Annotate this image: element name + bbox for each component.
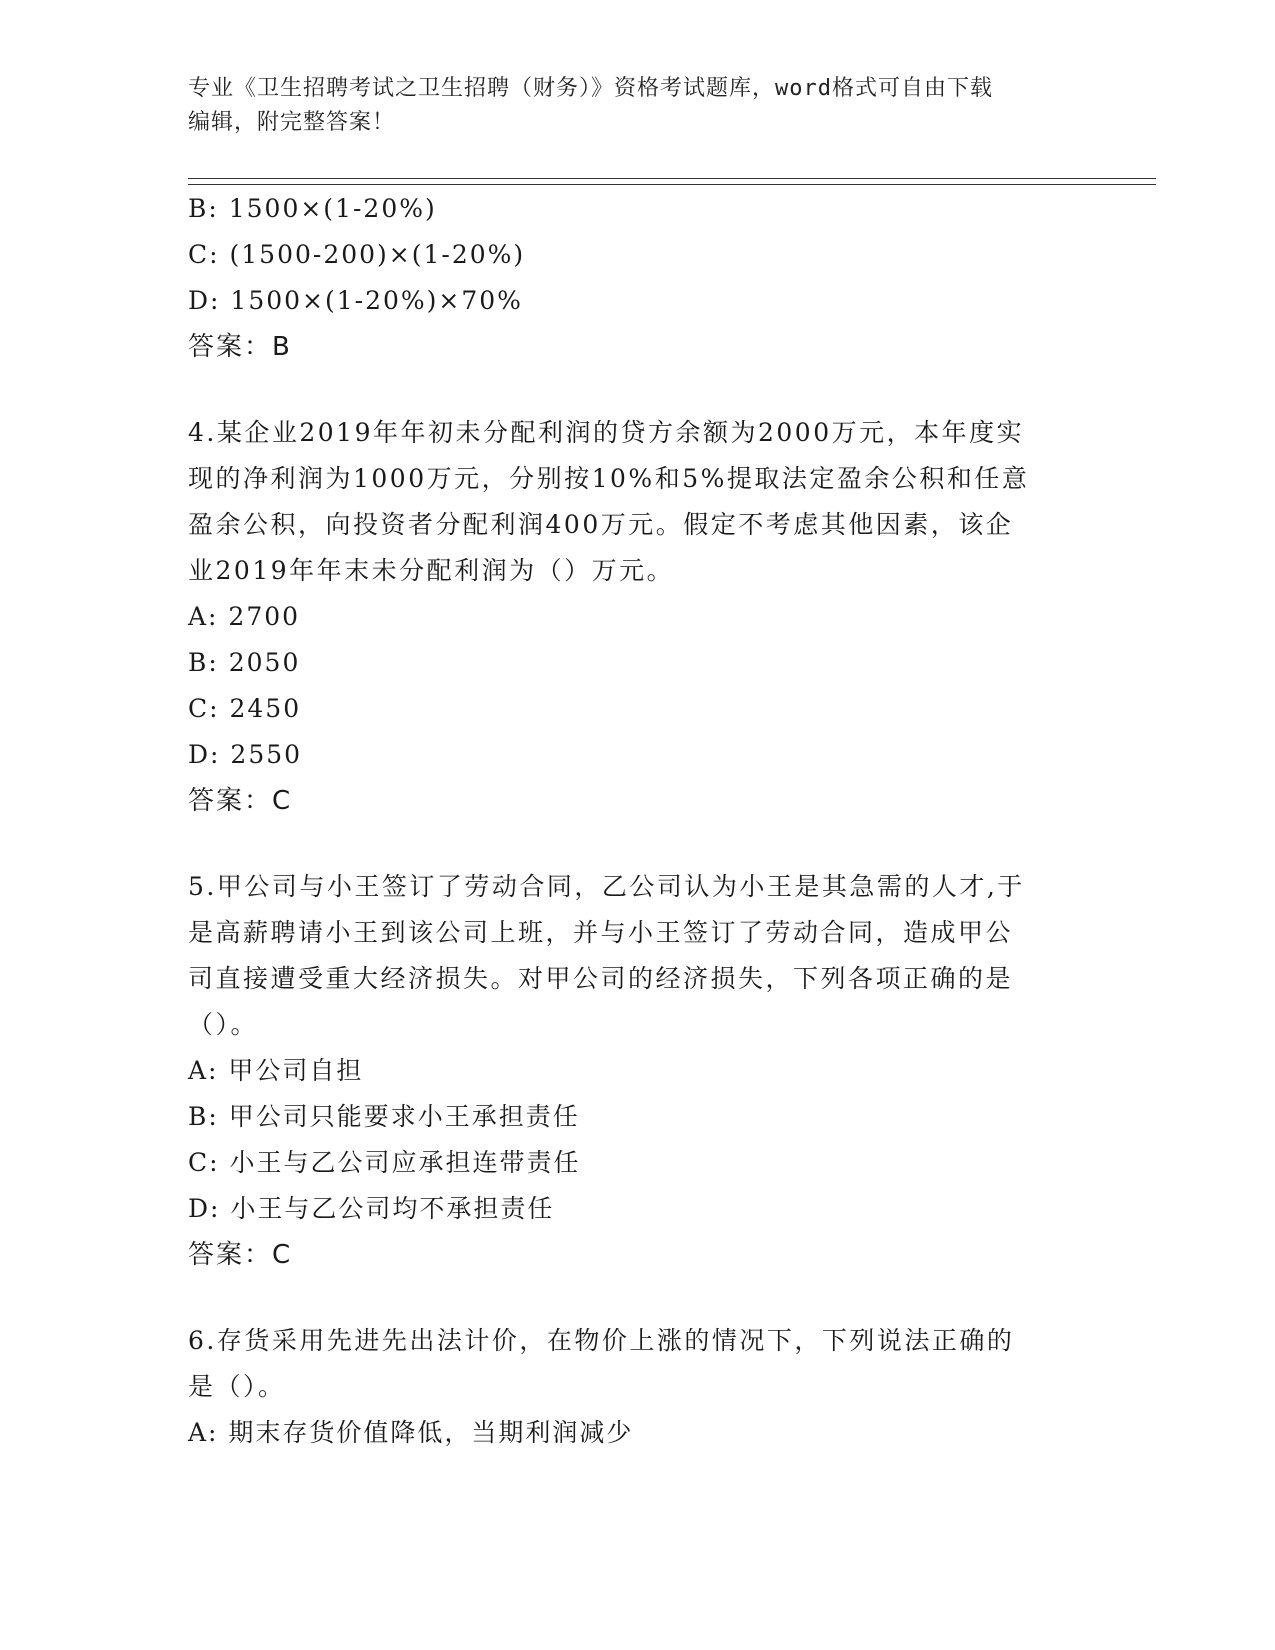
header-rule-top	[188, 178, 1156, 179]
header-rule-bottom	[188, 184, 1156, 185]
document-body	[188, 186, 1088, 1456]
stem-line: 业2019年年末未分配利润为（）万元。	[188, 556, 675, 585]
header-line-1: 专业《卫生招聘考试之卫生招聘（财务）》资格考试题库，word格式可自由下载	[188, 76, 993, 101]
stem-line: （）。	[188, 1010, 259, 1039]
option-a: A: 期末存货价值降低，当期利润减少	[188, 1418, 634, 1447]
option-b: B: 甲公司只能要求小王承担责任	[188, 1102, 580, 1131]
option-d: D: 2550	[188, 740, 303, 769]
option-b: B: 2050	[188, 648, 301, 677]
answer: 答案：B	[188, 332, 292, 362]
stem-line: 是（）。	[188, 1372, 286, 1401]
stem-line: 盈余公积，向投资者分配利润400万元。假定不考虑其他因素，该企	[188, 510, 1014, 539]
stem-line: 6.存货采用先进先出法计价，在物价上涨的情况下，下列说法正确的	[188, 1326, 1015, 1355]
answer: 答案：C	[188, 1240, 293, 1270]
question-stem	[188, 864, 1088, 1048]
option-c: C: (1500-200)×(1-20%)	[188, 240, 526, 269]
answer: 答案：C	[188, 786, 293, 816]
question-stem	[188, 1318, 1088, 1410]
question-6	[188, 1318, 1088, 1456]
stem-line: 现的净利润为1000万元，分别按10%和5%提取法定盈余公积和任意	[188, 464, 1030, 493]
option-c: C: 2450	[188, 694, 302, 723]
stem-line: 5.甲公司与小王签订了劳动合同，乙公司认为小王是其急需的人才,于	[188, 872, 1025, 901]
stem-line: 司直接遭受重大经济损失。对甲公司的经济损失，下列各项正确的是	[188, 964, 1014, 993]
option-d: D: 1500×(1-20%)×70%	[188, 286, 523, 315]
option-c: C: 小王与乙公司应承担连带责任	[188, 1148, 581, 1177]
option-a: A: 甲公司自担	[188, 1056, 364, 1085]
stem-line: 4.某企业2019年年初未分配利润的贷方余额为2000万元，本年度实	[188, 418, 1025, 447]
header-line-2: 编辑，附完整答案！	[188, 110, 396, 135]
option-d: D: 小王与乙公司均不承担责任	[188, 1194, 555, 1223]
question-5	[188, 864, 1088, 1278]
stem-line: 是高薪聘请小王到该公司上班，并与小王签订了劳动合同，造成甲公	[188, 918, 1014, 947]
question-stem	[188, 410, 1088, 594]
question-3	[188, 186, 1088, 370]
question-4	[188, 410, 1088, 824]
option-b: B: 1500×(1-20%)	[188, 194, 437, 223]
option-a: A: 2700	[188, 602, 301, 631]
document-header	[188, 72, 1088, 140]
